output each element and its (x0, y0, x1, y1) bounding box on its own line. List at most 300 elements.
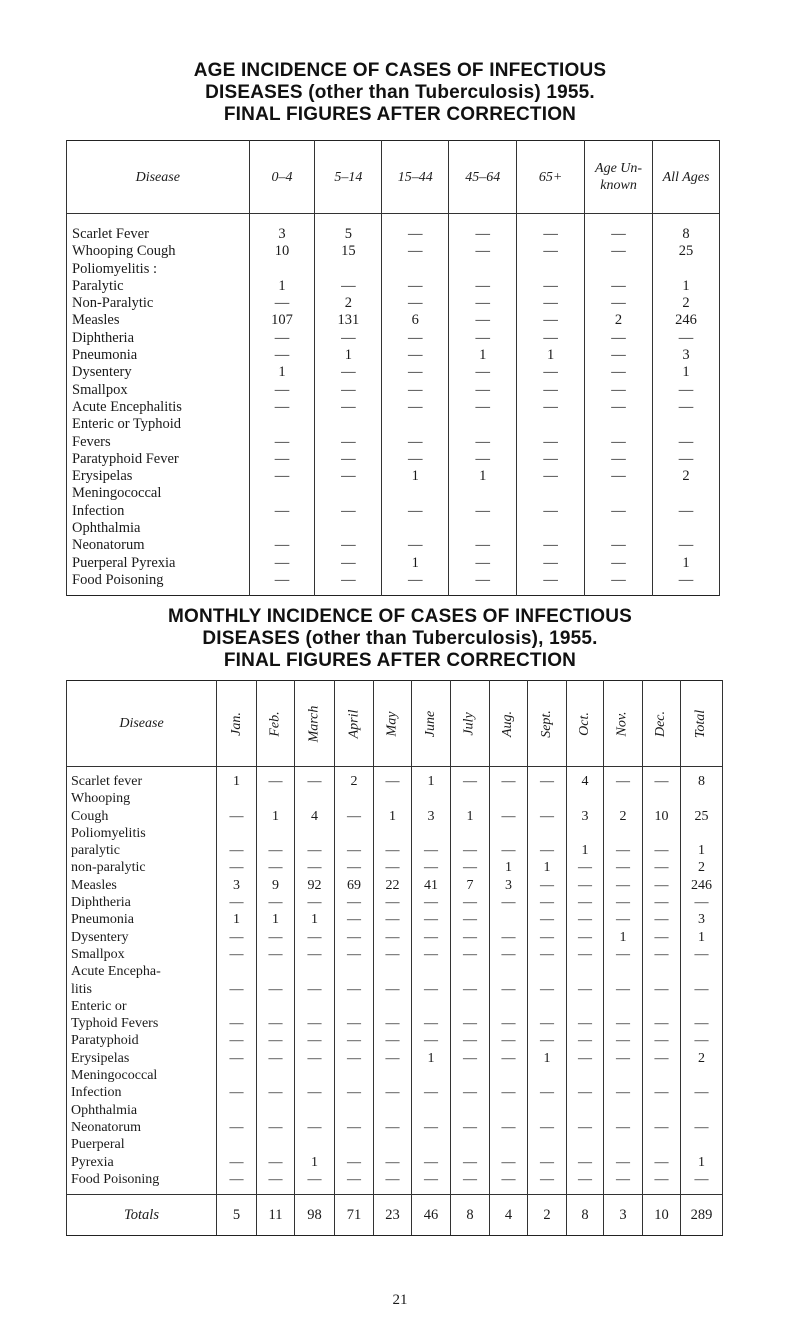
table-cell: — (604, 877, 643, 894)
table-cell: 9 (257, 877, 295, 894)
month-header-label: Nov. (614, 710, 630, 737)
table-cell (528, 790, 567, 807)
table-cell (335, 963, 374, 980)
table-row (67, 1119, 723, 1136)
table-cell: — (653, 434, 720, 451)
table1-title-line: FINAL FIGURES AFTER CORRECTION (223, 104, 577, 125)
table-cell: — (295, 1032, 335, 1049)
table-row (67, 347, 720, 364)
table-row (67, 364, 720, 381)
disease-label: Fevers (67, 434, 250, 451)
table-cell (315, 416, 382, 433)
table-cell (451, 963, 490, 980)
table-cell: — (217, 1154, 257, 1171)
table-cell (585, 520, 653, 537)
table-cell: — (528, 929, 567, 946)
table-cell: — (567, 894, 604, 911)
spacer-cell (517, 214, 585, 227)
table-cell: 246 (653, 312, 720, 329)
disease-label: Measles (67, 877, 217, 894)
disease-label: Diphtheria (67, 894, 217, 911)
table-cell: 25 (653, 243, 720, 260)
table-cell (449, 485, 517, 502)
table-cell: — (490, 773, 528, 790)
table-cell: — (517, 503, 585, 520)
table-cell (643, 998, 681, 1015)
table-cell: — (315, 468, 382, 485)
table-cell: — (490, 1015, 528, 1032)
table-cell: — (604, 946, 643, 963)
table-cell (567, 1136, 604, 1153)
header-row (67, 141, 720, 214)
table-cell: — (567, 1171, 604, 1188)
spacer-cell (67, 589, 250, 596)
totals-row (67, 1195, 723, 1236)
table1-title-line: DISEASES (other than Tuberculosis) 1955. (205, 82, 595, 103)
table-cell: — (449, 399, 517, 416)
table-cell (528, 825, 567, 842)
table-cell: — (335, 1050, 374, 1067)
table-cell: — (315, 503, 382, 520)
disease-label: Typhoid Fevers (67, 1015, 217, 1032)
table-cell: — (374, 1119, 412, 1136)
page-number: 21 (392, 1292, 408, 1308)
table-cell: — (382, 537, 449, 554)
table-cell: — (315, 451, 382, 468)
table-cell: 22 (374, 877, 412, 894)
table-cell: — (585, 330, 653, 347)
table-cell: — (315, 278, 382, 295)
table-cell: — (567, 929, 604, 946)
table-cell (257, 825, 295, 842)
table-cell: — (374, 1032, 412, 1049)
table-cell: — (653, 330, 720, 347)
month-header (604, 681, 643, 767)
table-cell: — (681, 946, 723, 963)
table-cell: — (643, 894, 681, 911)
table-cell (449, 520, 517, 537)
table-cell: — (217, 946, 257, 963)
table-cell: — (517, 295, 585, 312)
table-cell (249, 261, 315, 278)
table-cell (643, 1136, 681, 1153)
table-cell: — (249, 434, 315, 451)
table-cell (374, 825, 412, 842)
table-cell: — (567, 859, 604, 876)
table-cell: — (528, 842, 567, 859)
table-cell: — (382, 226, 449, 243)
table-cell: — (335, 981, 374, 998)
table-cell: 69 (335, 877, 374, 894)
table-cell: — (643, 1015, 681, 1032)
table-cell: — (382, 399, 449, 416)
table-cell: — (585, 226, 653, 243)
table-row (67, 451, 720, 468)
table-cell: — (449, 295, 517, 312)
month-header (451, 681, 490, 767)
table-cell (585, 261, 653, 278)
disease-label: non-paralytic (67, 859, 217, 876)
table-cell: — (217, 859, 257, 876)
disease-label: Non-Paralytic (67, 295, 250, 312)
table-cell: — (412, 981, 451, 998)
table-cell: — (335, 1084, 374, 1101)
table-cell (374, 790, 412, 807)
table-cell (295, 825, 335, 842)
total-cell: 23 (374, 1195, 412, 1236)
table-cell (528, 998, 567, 1015)
table-cell: — (335, 1015, 374, 1032)
table-cell: — (528, 1119, 567, 1136)
total-cell: 11 (257, 1195, 295, 1236)
table-cell: — (604, 1050, 643, 1067)
month-header-label: July (461, 711, 477, 736)
column-header: Age Un- known (585, 141, 653, 214)
table-cell: — (315, 364, 382, 381)
disease-label: litis (67, 981, 217, 998)
table-row (67, 981, 723, 998)
table-cell (681, 1067, 723, 1084)
table-cell: — (412, 911, 451, 928)
table-cell (335, 1067, 374, 1084)
table-cell: — (528, 911, 567, 928)
table-row (67, 773, 723, 790)
table-cell: — (681, 981, 723, 998)
table-cell (217, 790, 257, 807)
table-cell: — (335, 1032, 374, 1049)
table-cell: — (217, 894, 257, 911)
spacer-cell (249, 589, 315, 596)
table-cell: — (249, 330, 315, 347)
table-cell: — (643, 1050, 681, 1067)
table-cell (257, 1067, 295, 1084)
table-cell: — (517, 555, 585, 572)
table-cell (295, 963, 335, 980)
table-cell (653, 261, 720, 278)
disease-label: Ophthalmia (67, 520, 250, 537)
table-cell: — (681, 1084, 723, 1101)
table-cell: 8 (653, 226, 720, 243)
table-cell: — (585, 278, 653, 295)
month-header-label: May (384, 711, 400, 736)
table-cell: — (412, 1084, 451, 1101)
table-cell: — (315, 330, 382, 347)
table-cell: — (257, 1084, 295, 1101)
table-cell: — (517, 451, 585, 468)
table-cell: — (315, 555, 382, 572)
table-cell: — (374, 1050, 412, 1067)
table-cell: — (449, 555, 517, 572)
table-cell (517, 261, 585, 278)
table-cell: — (517, 468, 585, 485)
table-row (67, 382, 720, 399)
table-cell (567, 1102, 604, 1119)
table-row (67, 1067, 723, 1084)
table-cell (681, 963, 723, 980)
table2-title-line: FINAL FIGURES AFTER CORRECTION (223, 650, 577, 671)
table-cell: 3 (653, 347, 720, 364)
table-cell (249, 520, 315, 537)
table-cell: — (604, 1119, 643, 1136)
table-cell: — (451, 1032, 490, 1049)
table-cell: — (315, 572, 382, 589)
table-cell: — (335, 894, 374, 911)
table-cell: 1 (653, 555, 720, 572)
table-cell (528, 963, 567, 980)
table-cell: — (451, 981, 490, 998)
column-header: 5–14 (315, 141, 382, 214)
table-cell: 3 (249, 226, 315, 243)
table-cell: — (653, 572, 720, 589)
table-row (67, 1015, 723, 1032)
month-header-label: Oct. (577, 711, 592, 736)
table-cell: — (567, 1050, 604, 1067)
table-cell: — (412, 929, 451, 946)
table-cell: — (217, 1015, 257, 1032)
table-cell (335, 1102, 374, 1119)
table-cell: — (643, 877, 681, 894)
table-cell: — (412, 1171, 451, 1188)
table-cell: — (528, 981, 567, 998)
table-cell (451, 1136, 490, 1153)
table-cell (412, 790, 451, 807)
table-cell: — (449, 330, 517, 347)
table-cell: — (643, 1032, 681, 1049)
table-cell (653, 520, 720, 537)
table-cell: — (585, 572, 653, 589)
table-cell: — (382, 364, 449, 381)
table-cell: — (585, 451, 653, 468)
table2-title-line: DISEASES (other than Tuberculosis), 1955. (202, 628, 598, 649)
table-cell: — (643, 1171, 681, 1188)
month-header-label: Dec. (653, 710, 669, 737)
table-cell: — (585, 399, 653, 416)
table-row (67, 946, 723, 963)
table2-title (0, 606, 800, 672)
table-cell: — (335, 1119, 374, 1136)
table-cell (382, 416, 449, 433)
disease-label: Puerperal (67, 1136, 217, 1153)
disease-label: Poliomyelitis (67, 825, 217, 842)
table-cell (257, 963, 295, 980)
table-cell: — (643, 946, 681, 963)
table-cell: — (295, 1084, 335, 1101)
table-cell: 1 (257, 808, 295, 825)
table-cell: — (585, 537, 653, 554)
column-header: 0–4 (249, 141, 315, 214)
table-cell: — (374, 859, 412, 876)
table-cell: — (335, 859, 374, 876)
table-cell: — (257, 1171, 295, 1188)
disease-label: Pyrexia (67, 1154, 217, 1171)
table-row (67, 520, 720, 537)
table-cell: — (643, 981, 681, 998)
table-cell: — (382, 243, 449, 260)
table-cell: — (528, 894, 567, 911)
table-cell: — (449, 451, 517, 468)
disease-label: Puerperal Pyrexia (67, 555, 250, 572)
table-cell: — (382, 451, 449, 468)
disease-label: paralytic (67, 842, 217, 859)
total-cell: 71 (335, 1195, 374, 1236)
month-header-label: Feb. (267, 710, 283, 737)
table-row (67, 330, 720, 347)
table-cell: — (451, 859, 490, 876)
table-cell: — (681, 894, 723, 911)
table-cell (643, 1067, 681, 1084)
table-cell: — (653, 537, 720, 554)
disease-label: Paralytic (67, 278, 250, 295)
table-cell: — (412, 946, 451, 963)
table-cell: — (643, 911, 681, 928)
table-cell: — (653, 399, 720, 416)
total-cell: 8 (567, 1195, 604, 1236)
table-cell (217, 1067, 257, 1084)
table-cell: — (490, 946, 528, 963)
table-cell (449, 416, 517, 433)
table-cell: — (451, 1171, 490, 1188)
table-cell: — (451, 1084, 490, 1101)
table-cell: — (528, 946, 567, 963)
table-cell: — (528, 1015, 567, 1032)
table-cell (567, 963, 604, 980)
table-cell (604, 790, 643, 807)
table-cell: — (412, 859, 451, 876)
table-cell: — (604, 1015, 643, 1032)
table-cell (295, 1067, 335, 1084)
table-cell: — (249, 382, 315, 399)
table-cell: — (451, 929, 490, 946)
table-cell: — (449, 572, 517, 589)
table-cell (681, 825, 723, 842)
table-cell: — (681, 1119, 723, 1136)
table-cell (490, 825, 528, 842)
table-cell: — (451, 894, 490, 911)
table-cell: 1 (382, 468, 449, 485)
table-cell (451, 825, 490, 842)
table-cell (585, 416, 653, 433)
table-cell (681, 1102, 723, 1119)
table-cell (567, 790, 604, 807)
month-header (643, 681, 681, 767)
table-cell: — (412, 1015, 451, 1032)
table-cell (217, 825, 257, 842)
total-cell: 8 (451, 1195, 490, 1236)
table-cell: — (374, 842, 412, 859)
disease-header: Disease (67, 681, 217, 767)
table-cell: 6 (382, 312, 449, 329)
spacer-cell (315, 589, 382, 596)
table-cell (604, 825, 643, 842)
table-cell: — (295, 859, 335, 876)
disease-label: Dysentery (67, 364, 250, 381)
table-cell: — (257, 773, 295, 790)
table-cell (315, 520, 382, 537)
table-cell: — (567, 911, 604, 928)
table-cell: — (449, 537, 517, 554)
table-cell (490, 790, 528, 807)
table-cell: — (217, 929, 257, 946)
disease-label: Infection (67, 503, 250, 520)
table-cell (412, 963, 451, 980)
table-cell (249, 485, 315, 502)
table-cell: — (315, 434, 382, 451)
table-cell: — (412, 894, 451, 911)
disease-label: Neonatorum (67, 537, 250, 554)
table-row (67, 434, 720, 451)
table-cell: 107 (249, 312, 315, 329)
disease-label: Whooping (67, 790, 217, 807)
table-cell: — (249, 468, 315, 485)
table-cell: — (567, 946, 604, 963)
table-cell: — (295, 894, 335, 911)
table-cell: — (490, 1050, 528, 1067)
table-cell (653, 485, 720, 502)
table-cell: — (653, 451, 720, 468)
table-row (67, 929, 723, 946)
table-cell (604, 998, 643, 1015)
table-cell: — (517, 364, 585, 381)
table-cell: — (585, 382, 653, 399)
monthly-incidence-table (66, 680, 723, 1236)
table-row (67, 555, 720, 572)
table-cell (374, 1067, 412, 1084)
table-cell: — (604, 1154, 643, 1171)
table-cell: 246 (681, 877, 723, 894)
table-cell (490, 911, 528, 928)
table-cell (257, 1136, 295, 1153)
table-cell: 4 (567, 773, 604, 790)
table-cell: — (451, 1154, 490, 1171)
table-cell: — (653, 503, 720, 520)
table-cell: — (604, 1171, 643, 1188)
table-cell: — (528, 1154, 567, 1171)
table-cell: — (315, 537, 382, 554)
table-cell: 1 (249, 278, 315, 295)
table-cell: — (295, 946, 335, 963)
table-cell (449, 261, 517, 278)
table-cell: 2 (585, 312, 653, 329)
disease-label: Ophthalmia (67, 1102, 217, 1119)
table-cell: — (585, 243, 653, 260)
table-cell: — (374, 981, 412, 998)
table-cell: — (653, 382, 720, 399)
table-cell: 1 (653, 278, 720, 295)
table-cell: — (451, 842, 490, 859)
table-cell: — (643, 773, 681, 790)
total-cell: 4 (490, 1195, 528, 1236)
disease-label: Food Poisoning (67, 1171, 217, 1188)
table-cell (335, 1136, 374, 1153)
table-row (67, 537, 720, 554)
column-header: 65+ (517, 141, 585, 214)
table-row (67, 998, 723, 1015)
spacer-cell (382, 214, 449, 227)
table-cell: — (382, 503, 449, 520)
table-cell: — (295, 842, 335, 859)
table-cell: 1 (217, 773, 257, 790)
table-cell: — (335, 1154, 374, 1171)
table-cell: 1 (528, 859, 567, 876)
table-cell (490, 1067, 528, 1084)
table-cell: 1 (681, 842, 723, 859)
table-cell: — (604, 859, 643, 876)
table-row (67, 1136, 723, 1153)
table-cell: — (451, 946, 490, 963)
table-cell: 7 (451, 877, 490, 894)
table-cell (567, 998, 604, 1015)
table-row (67, 1154, 723, 1171)
